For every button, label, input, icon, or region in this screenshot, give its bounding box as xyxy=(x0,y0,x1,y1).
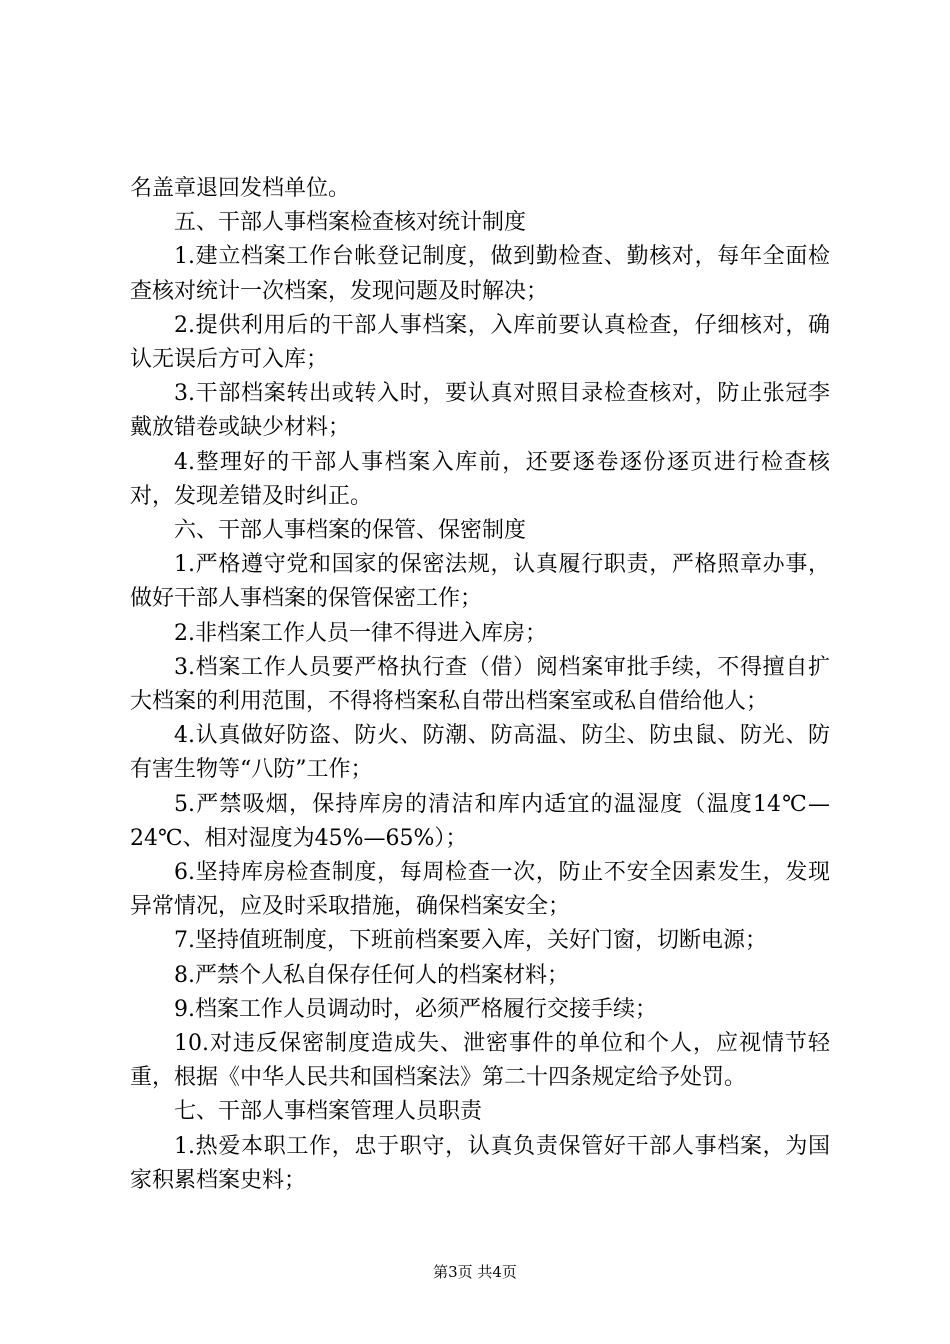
list-item-6-2: 2.非档案工作人员一律不得进入库房； xyxy=(174,620,547,646)
list-item-5-3: 3.干部档案转出或转入时，要认真对照目录检查核对，防止张冠李戴放错卷或缺少材料； xyxy=(130,381,830,441)
paragraph-continuation: 名盖章退回发档单位。 xyxy=(130,176,351,201)
page-number-footer: 第3页 共4页 xyxy=(433,1263,517,1281)
list-item-5-4: 4.整理好的干部人事档案入库前，还要逐卷逐份逐页进行检查核对，发现差错及时纠正。 xyxy=(130,449,830,509)
list-item-6-5: 5.严禁吸烟，保持库房的清洁和库内适宜的温湿度（温度14℃—24℃、相对湿度为45%—65%）； xyxy=(130,791,830,851)
list-item-5-2: 2.提供利用后的干部人事档案，入库前要认真检查，仔细核对，确认无误后方可入库； xyxy=(130,312,830,373)
list-item-6-6: 6.坚持库房检查制度，每周检查一次，防止不安全因素发生，发现异常情况，应及时采取措施，确保档案安全； xyxy=(130,860,830,920)
list-item-7-1: 1.热爱本职工作，忠于职守，认真负责保管好干部人事档案，为国家积累档案史料； xyxy=(130,1133,830,1193)
list-item-6-1: 1.严格遵守党和国家的保密法规，认真履行职责，严格照章办事，做好干部人事档案的保管保密工作； xyxy=(130,552,830,612)
section-heading-6: 六、干部人事档案的保管、保密制度 xyxy=(174,518,527,544)
list-item-6-3: 3.档案工作人员要严格执行查（借）阅档案审批手续，不得擅自扩大档案的利用范围，不得将档案私自带出档案室或私自借给他人； xyxy=(130,654,830,715)
list-item-6-4: 4.认真做好防盗、防火、防潮、防高温、防尘、防虫鼠、防光、防有害生物等“八防”工作； xyxy=(130,723,830,783)
document-body xyxy=(130,172,830,1198)
list-item-6-7: 7.坚持值班制度，下班前档案要入库，关好门窗，切断电源； xyxy=(174,928,767,954)
list-item-6-10: 10.对违反保密制度造成失、泄密事件的单位和个人，应视情节轻重，根据《中华人民共和国档案法》第二十四条规定给予处罚。 xyxy=(130,1031,830,1091)
section-heading-7: 七、干部人事档案管理人员职责 xyxy=(174,1099,483,1125)
section-heading-5: 五、干部人事档案检查核对统计制度 xyxy=(174,210,527,236)
list-item-5-1: 1.建立档案工作台帐登记制度，做到勤检查、勤核对，每年全面检查核对统计一次档案，发现问题及时解决； xyxy=(130,244,830,304)
list-item-6-9: 9.档案工作人员调动时，必须严格履行交接手续； xyxy=(174,996,657,1022)
list-item-6-8: 8.严禁个人私自保存任何人的档案材料； xyxy=(174,962,569,988)
